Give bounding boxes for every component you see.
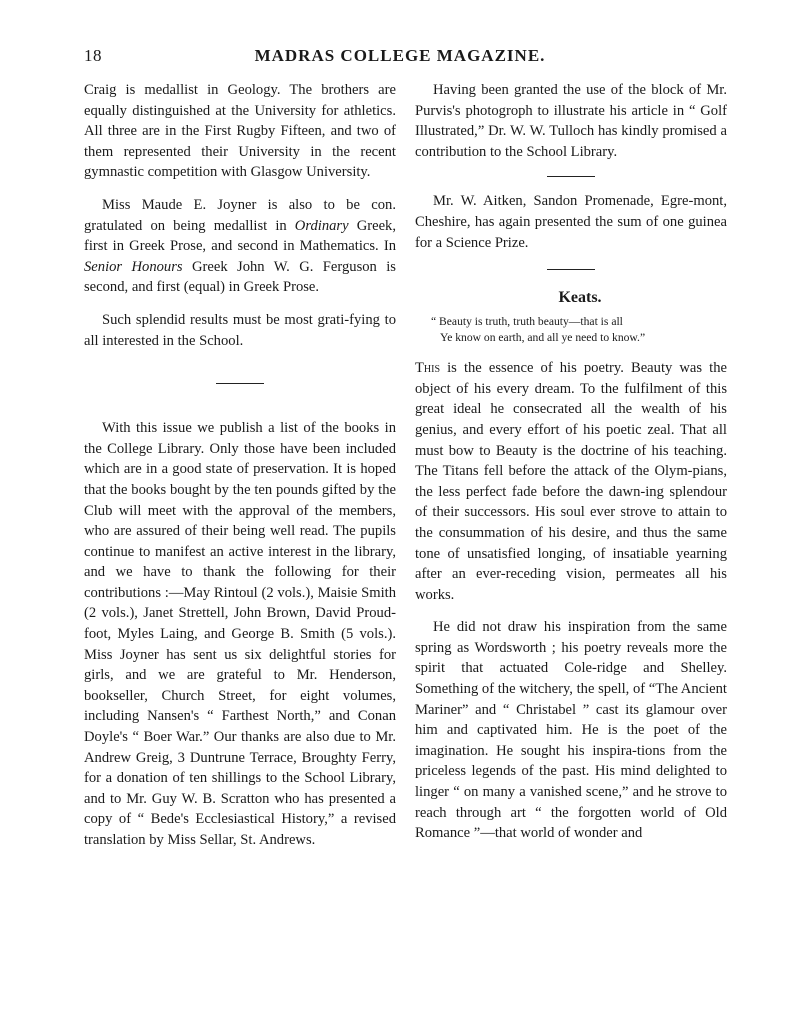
right-column xyxy=(415,80,727,844)
paragraph-results: Such splendid results must be most grati-fying to all interested in the School. xyxy=(84,311,396,349)
running-head: MADRAS COLLEGE MAGAZINE. xyxy=(254,46,546,65)
paragraph-library: With this issue we publish a list of the books in the College Library. Only those have been included which are in a good state of preservation. It is hoped that the books bought by the ten pounds gifted by the Club will meet with the approval of the members, who are assured of their being well read. The pupils continue to manifest an active interest in the library, and we have to thank the following for their contributions :—May Rintoul (2 vols.), Maisie Smith (2 vols.), Janet Strettell, John Brown, David Proud-foot, Myles Laing, and George B. Smith (5 vols.). Miss Joyner has sent us six delightful stories for girls, and we are grateful to Mr. Henderson, bookseller, Church Street, for eight volumes, including Nansen's “ Farthest North,” and Conan Doyle's “ Boer War.” Our thanks are also due to Mr. Andrew Greig, 3 Duntrune Terrace, Broughty Ferry, for a donation of ten shillings to the School Library, and to Mr. Guy W. B. Scratton who has presented a copy of “ Bede's Ecclesiastical History,” a revised translation by Miss Sellar, St. Andrews. xyxy=(84,420,396,848)
paragraph-beauty: This is the essence of his poetry. Beauty was the object of his every dream. To the fulfilment of this great ideal he consecrated all the wealth of his genius, and every effort of his poetic zeal. That all must bow to Beauty is the doctrine of his teaching. The Titans fell before the attack of the Olym-pians, the less perfect fade before the dawn-ing splendour of their successors. His soul ever strove to attain to the consummation of his desire, and thus the same tone of unsatisfied longing, of insatiable yearning after an ever-receding vision, permeates all his works. xyxy=(415,360,727,603)
left-column xyxy=(84,80,396,851)
paragraph-golf: Having been granted the use of the block of Mr. Purvis's photogroph to illustrate his article in “ Golf Illustrated,” Dr. W. W. Tulloch has kindly promised a contribution to the School Library. xyxy=(415,82,727,160)
paragraph-medallists: Craig is medallist in Geology. The brothers are equally distinguished at the University for athletics. All three are in the First Rugby Fifteen, and two of them represented their University in the recent gymnastic competition with Glasgow University. xyxy=(84,82,396,181)
epigraph-line: “ Beauty is truth, truth beauty—that is all xyxy=(431,315,623,329)
paragraph-inspiration: He did not draw his inspiration from the same spring as Wordsworth ; his poetry reveals more the spirit that actuated Cole-ridge and Shelley. Something of the witchery, the spell, of “The Ancient Mariner” and “ Christabel ” cast its glamour over him and captivated him. He is the poet of the imagination. He sought his inspira-tions from the priceless legends of the past. His mind delighted to linger “ on many a vanished scene,” and he strove to reach through art “ the forgotten world of Old Romance ”—that world of wonder and xyxy=(415,619,727,842)
epigraph-line: Ye know on earth, and all ye need to know.” xyxy=(440,331,646,345)
keats-heading: Keats. xyxy=(558,289,602,307)
paragraph-aitken: Mr. W. Aitken, Sandon Promenade, Egre-mont, Cheshire, has again presented the sum of one guinea for a Science Prize. xyxy=(415,193,727,251)
keats-epigraph xyxy=(415,314,727,346)
paragraph-joyner: Miss Maude E. Joyner is also to be con. gratulated on being medallist in Ordinary Greek, first in Greek Prose, and second in Mathematics. In Senior Honours Greek John W. G. Ferguson is second, and first (equal) in Greek Prose. xyxy=(84,196,396,296)
page-number: 18 xyxy=(84,46,102,65)
